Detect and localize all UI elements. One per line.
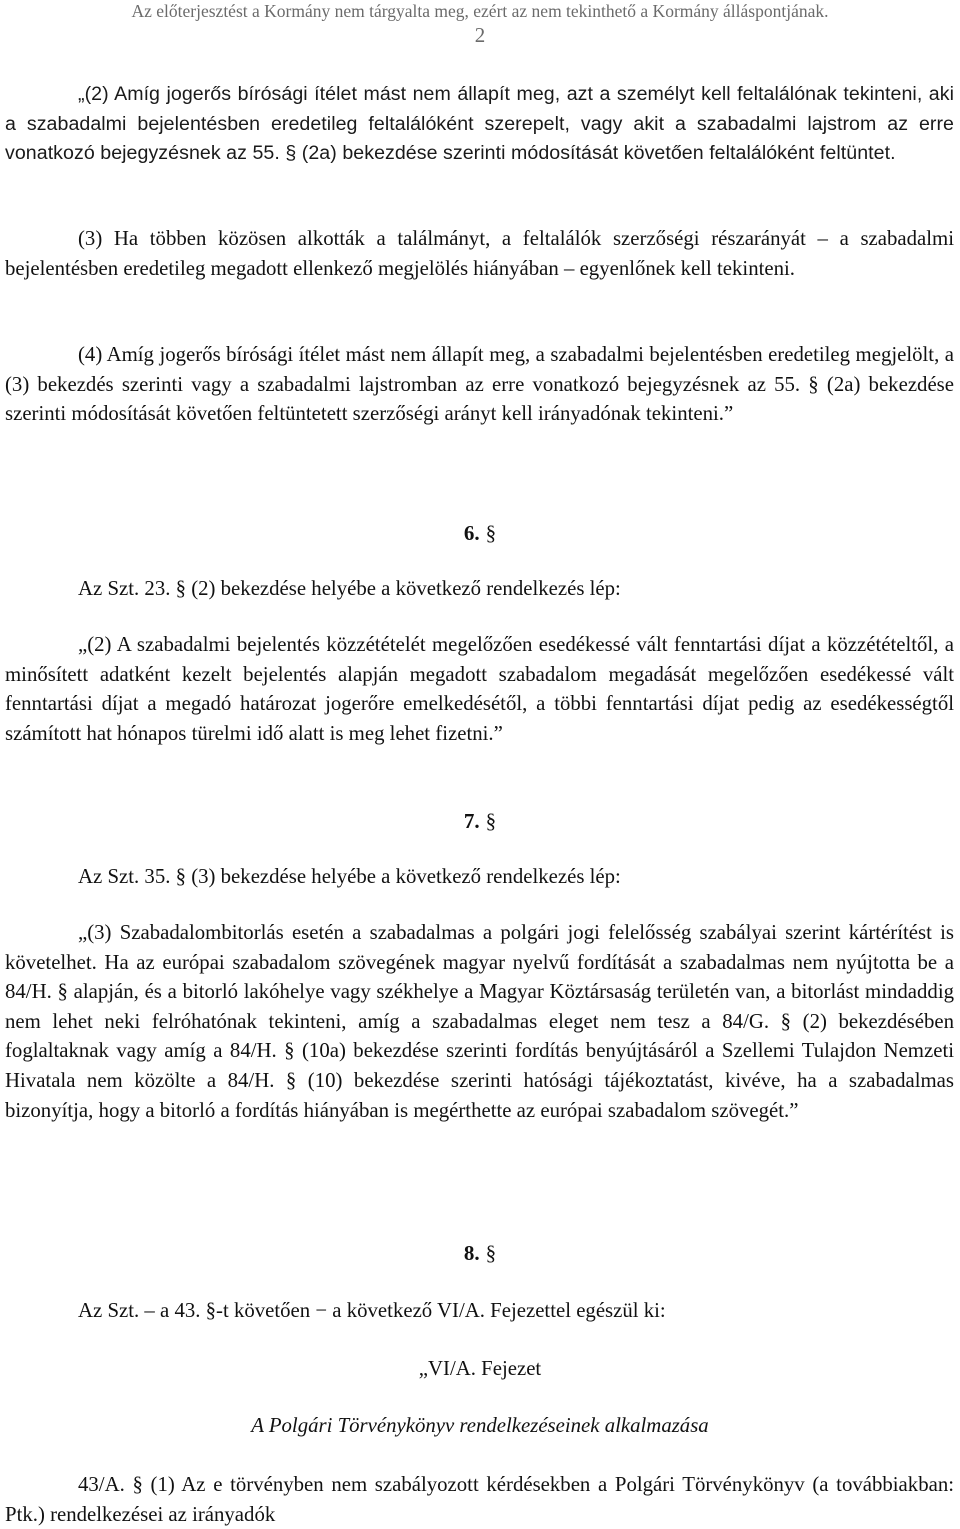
section-number: 6.: [463, 521, 480, 545]
section-7-intro: Az Szt. 35. § (3) bekezdése helyébe a következő rendelkezés lép:: [78, 865, 621, 888]
chapter-heading: „VI/A. Fejezet: [418, 1357, 542, 1380]
section-6-heading: [0, 520, 960, 546]
section-7-text: „(3) Szabadalombitorlás esetén a szabadalmas a polgári jogi felelősség szabályai szerint kártérítést is követelhet. Ha az európai szabadalom szövegének magyar nyelvű fordítását a szabadalmas nem nyújtotta be a 84/H. § alapján, és a bitorló lakóhelye vagy székhelye a Magyar Köztársaság területén van, a bitorlást mindaddig nem lehet neki felróhatónak tekinteni, amíg a szabadalmas eleget nem tesz a 84/G. § (2) bekezdésében foglaltaknak vagy amíg a 84/H. § (10a) bekezdése szerinti fordítás benyújtásáról a Szellemi Tulajdon Nemzeti Hivatala nem közölte a 84/H. § (10) bekezdése szerinti hatósági tájékoztatást, kivéve, ha a szabadalmas bizonyítja, hogy a bitorló a fordítás hiányában is megérthette az európai szabadalom szövegét.”: [5, 921, 954, 1122]
section-7-heading: [0, 808, 960, 834]
section-symbol: §: [485, 809, 497, 833]
page-number: 2: [474, 23, 486, 47]
section-symbol: §: [485, 1241, 497, 1265]
section-8-text: 43/A. § (1) Az e törvényben nem szabályozott kérdésekben a Polgári Törvénykönyv (a továbbiakban: Ptk.) rendelkezései az irányadók: [5, 1473, 954, 1526]
paragraph-4: (4) Amíg jogerős bírósági ítélet mást nem állapít meg, a szabadalmi bejelentésben eredetileg megjelölt, a (3) bekezdés szerinti vagy a szabadalmi lajstromban az erre vonatkozó bejegyzésnek az 55. § (2a) bekezdése szerinti módosítását követően feltüntetett szerzőségi arányt kell irányadónak tekinteni.”: [5, 343, 954, 426]
chapter-title: A Polgári Törvénykönyv rendelkezéseinek alkalmazása: [251, 1414, 709, 1437]
paragraph-2: „(2) Amíg jogerős bírósági ítélet mást nem állapít meg, azt a személyt kell feltalálónak tekinteni, aki a szabadalmi bejelentésben eredetileg feltalálóként szerepelt, vagy akit a szabadalmi lajstrom az erre vonatkozó bejegyzésnek az 55. § (2a) bekezdése szerinti módosítását követően feltalálóként feltüntet.: [5, 83, 954, 165]
section-6-intro: Az Szt. 23. § (2) bekezdése helyébe a következő rendelkezés lép:: [78, 577, 621, 600]
section-8-intro: Az Szt. – a 43. §-t követően − a következő VI/A. Fejezettel egészül ki:: [78, 1299, 666, 1322]
section-number: 7.: [463, 809, 480, 833]
section-8-heading: [0, 1240, 960, 1266]
section-6-text: „(2) A szabadalmi bejelentés közzétételét megelőzően esedékessé vált fenntartási díjat a közzétételtől, a minősített adatként kezelt bejelentés alapján megadott szabadalom megadását megelőzően esedékessé vált fenntartási díjat a megadó határozat jogerőre emelkedésétől, a többi fenntartási díjat pedig az esedékességtől számított hat hónapos türelmi idő alatt is meg lehet fizetni.”: [5, 633, 954, 745]
draft-notice-header: Az előterjesztést a Kormány nem tárgyalta meg, ezért az nem tekinthető a Kormány álláspontjának.: [131, 1, 829, 21]
paragraph-3: (3) Ha többen közösen alkották a találmányt, a feltalálók szerzőségi részarányát – a szabadalmi bejelentésben eredetileg megadott ellenkező megjelölés hiányában – egyenlőnek kell tekinteni.: [5, 227, 954, 280]
section-symbol: §: [485, 521, 497, 545]
section-number: 8.: [463, 1241, 480, 1265]
